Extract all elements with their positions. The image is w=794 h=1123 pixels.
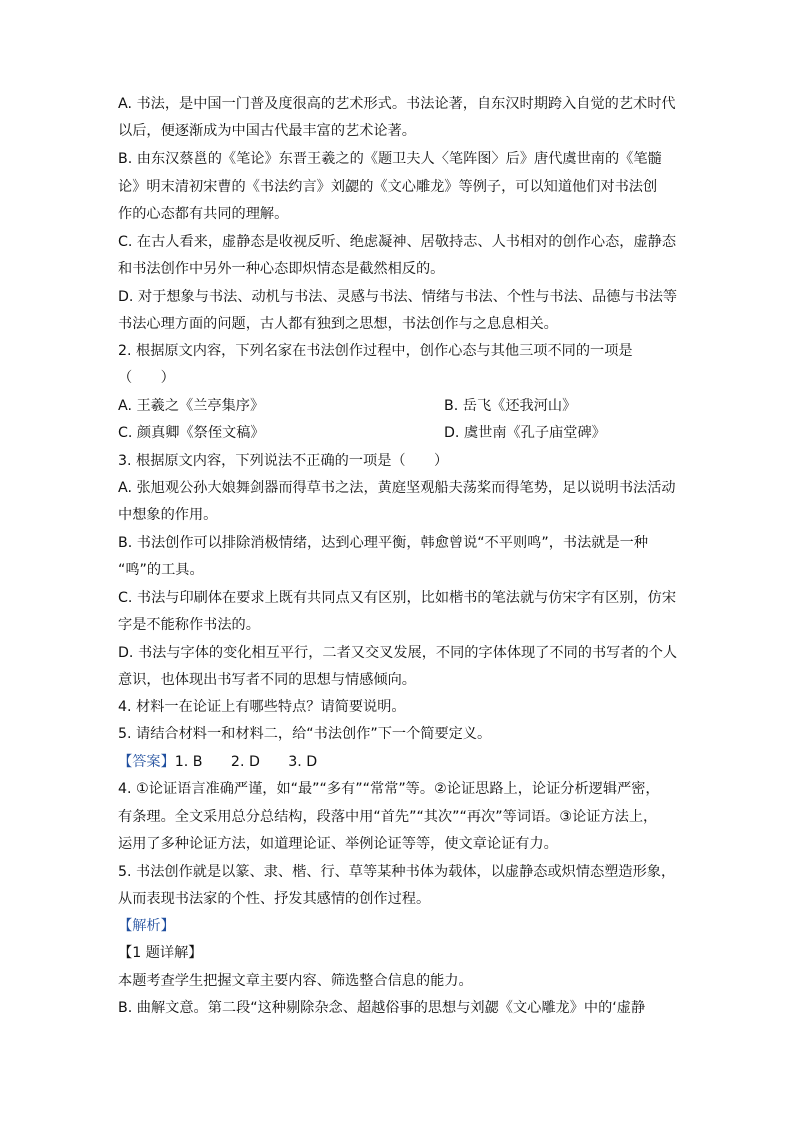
text-line: 本题考查学生把握文章主要内容、筛选整合信息的能力。 bbox=[118, 973, 473, 989]
answer-bracket: （ ） bbox=[118, 370, 175, 386]
option-d: D. 虞世南《孔子庙堂碑》 bbox=[444, 425, 606, 441]
text-line: B. 书法创作可以排除消极情绪，达到心理平衡，韩愈曾说“不平则鸣”，书法就是一种 bbox=[118, 535, 649, 551]
answer-line bbox=[118, 752, 688, 772]
option-a: A. 王羲之《兰亭集序》 bbox=[118, 398, 265, 414]
text-line: C. 在古人看来，虚静态是收视反听、绝虑凝神、居敬持志、人书相对的创作心态，虚静态 bbox=[118, 234, 677, 250]
text-line: C. 书法与印刷体在要求上既有共同点又有区别，比如楷书的笔法就与仿宋字有区别，仿宋 bbox=[118, 590, 677, 606]
question-4-stem: 4. 材料一在论证上有哪些特点？请简要说明。 bbox=[118, 699, 406, 715]
text-line: 4. ①论证语言准确严谨，如“最”“多有”“常常”等。②论证思路上，论证分析逻辑严密， bbox=[118, 781, 660, 797]
analysis-tag: 【解析】 bbox=[118, 918, 175, 934]
text-line: 5. 书法创作就是以篆、隶、楷、行、草等某种书体为载体，以虚静态或炽情态塑造形象， bbox=[118, 864, 676, 880]
text-line: 字是不能称作书法的。 bbox=[118, 617, 260, 633]
text-line: A. 张旭观公孙大娘舞剑器而得草书之法，黄庭坚观船夫荡桨而得笔势，足以说明书法活动 bbox=[118, 480, 676, 496]
question-3-stem: 3. 根据原文内容，下列说法不正确的一项是（ ） bbox=[118, 453, 449, 469]
text-line: D. 对于想象与书法、动机与书法、灵感与书法、情绪与书法、个性与书法、品德与书法等 bbox=[118, 289, 678, 305]
text-line: 和书法创作中另外一种心态即炽情态是截然相反的。 bbox=[118, 261, 445, 277]
question-5-stem: 5. 请结合材料一和材料二，给“书法创作”下一个简要定义。 bbox=[118, 726, 492, 742]
text-line: 意识，也体现出书写者不同的思想与情感倾向。 bbox=[118, 672, 416, 688]
text-line: B. 由东汉蔡邕的《笔论》东晋王羲之的《题卫夫人〈笔阵图〉后》唐代虞世南的《笔髓 bbox=[118, 151, 662, 167]
text-line: 书法心理方面的问题，古人都有独到之思想，书法创作与之息息相关。 bbox=[118, 316, 558, 332]
detail-tag: 【1 题详解】 bbox=[118, 945, 203, 961]
text-line: 论》明末清初宋曹的《书法约言》刘勰的《文心雕龙》等例子，可以知道他们对书法创 bbox=[118, 179, 658, 195]
text-line: 作的心态都有共同的理解。 bbox=[118, 206, 289, 222]
text-line: “鸣”的工具。 bbox=[118, 562, 204, 578]
text-line: A. 书法，是中国一门普及度很高的艺术形式。书法论著，自东汉时期跨入自觉的艺术时代 bbox=[118, 96, 676, 112]
question-2-stem: 2. 根据原文内容，下列名家在书法创作过程中，创作心态与其他三项不同的一项是 bbox=[118, 343, 633, 359]
text-line: B. 曲解文意。第二段“这种剔除杂念、超越俗事的思想与刘勰《文心雕龙》中的‘虚静 bbox=[118, 1000, 646, 1016]
answer-tag: 【答案】 bbox=[118, 754, 175, 770]
option-c: C. 颜真卿《祭侄文稿》 bbox=[118, 425, 265, 441]
text-line: 从而表现书法家的个性、抒发其感情的创作过程。 bbox=[118, 891, 431, 907]
text-line: D. 书法与字体的变化相互平行，二者又交叉发展，不同的字体体现了不同的书写者的个人 bbox=[118, 645, 678, 661]
option-b: B. 岳飞《还我河山》 bbox=[444, 398, 577, 414]
answer-values: 1. B 2. D 3. D bbox=[174, 754, 318, 770]
text-line: 运用了多种论证方法，如道理论证、举例论证等等，使文章论证有力。 bbox=[118, 836, 558, 852]
text-line: 以后，便逐渐成为中国古代最丰富的艺术论著。 bbox=[118, 123, 416, 139]
text-line: 有条理。全文采用总分总结构，段落中用“首先”“其次”“再次”等词语。③论证方法上， bbox=[118, 809, 658, 825]
text-line: 中想象的作用。 bbox=[118, 507, 218, 523]
